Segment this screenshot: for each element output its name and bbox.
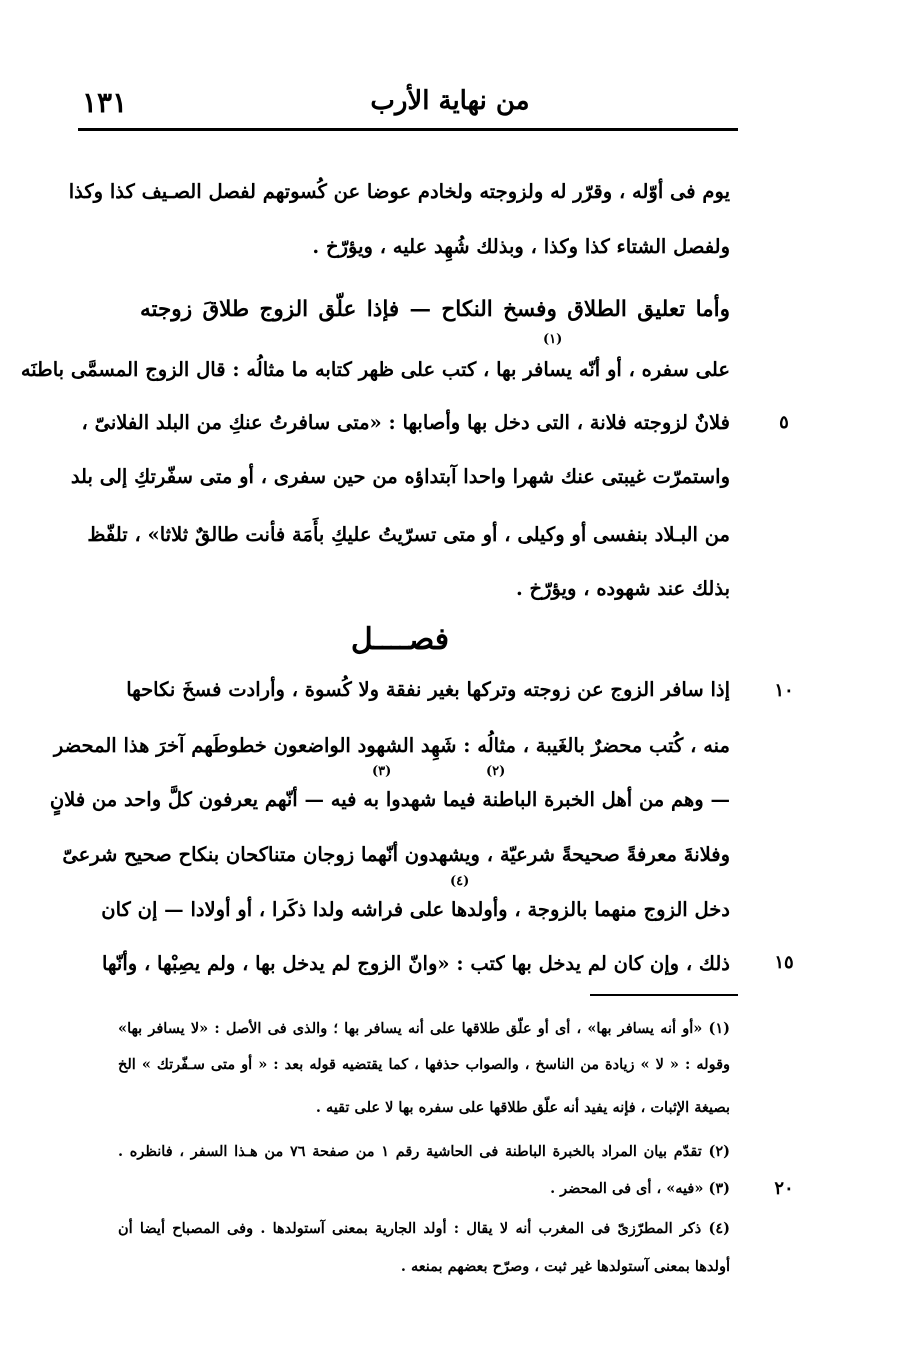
footnote-line-6: (٤) ذكر المطرّزىّ فى المغرب أنه لا يقال : أولد الجارية بمعنى آستولدها . وفى المصباح أيضا أن: [118, 1220, 730, 1237]
body-line-11: — وهم من أهل الخبرة الباطنة فيما شهدوا به فيه — أنّهم يعرفون كلَّ واحد من فلانٍ: [49, 788, 730, 811]
footnote-rule: [590, 994, 738, 996]
running-title: من نهاية الأرب: [370, 86, 530, 116]
header-rule: [78, 128, 738, 131]
body-line-14: ذلك ، وإن كان لم يدخل بها كتب : «وانّ الزوج لم يدخل بها ، ولم يصِبْها ، وأنّها: [101, 952, 730, 975]
footnote-line-2: وقوله : « لا » زيادة من الناسخ ، والصواب حذفها ، كما يقتضيه قوله بعد : « أو متى سـفّرتك » الخ: [118, 1056, 730, 1073]
body-line-4: على سفره ، أو أنّه يسافر بها ، كتب على ظهر كتابه ما مثالُه : قال الزوج المسمَّى باطنَه: [20, 358, 730, 381]
footnote-marker-3: (٣): [372, 764, 392, 779]
footnote-marker-1: (١): [543, 332, 563, 347]
body-line-5: فلانٌ لزوجته فلانة ، التى دخل بها وأصابها : «متى سافرتُ عنكِ من البلد الفلانىّ ،: [81, 411, 730, 434]
footnote-line-4: (٢) تقدّم بيان المراد بالخبرة الباطنة فى الحاشية رقم ١ من صفحة ٧٦ من هـذا السفر ، فانظره .: [118, 1143, 730, 1160]
body-line-10: منه ، كُتب محضرٌ بالغَيبة ، مثالُه : شَهِد الشهود الواضعون خطوطَهم آخرَ هذا المحضر: [53, 734, 730, 757]
body-line-3: وأما تعليق الطلاق وفسخ النكاح — فإذا علّق الزوج طلاقَ زوجته: [140, 297, 730, 322]
footnote-marker-4: (٤): [450, 874, 470, 889]
body-line-6: واستمرّت غيبتى عنك شهرا واحدا آبتداؤه من حين سفرى ، أو متى سفّرتكِ إلى بلد: [70, 465, 730, 488]
body-line-12: وفلانةَ معرفةً صحيحةً شرعيّة ، ويشهدون أنّهما زوجان متناكحان بنكاح صحيح شرعىّ: [62, 843, 730, 866]
body-line-8: بذلك عند شهوده ، ويؤرّخ .: [515, 577, 730, 600]
footnote-line-1: (١) «أو أنه يسافر بها» ، أى أو علّق طلاقها على أنه يسافر بها ؛ والذى فى الأصل : «لا يسافر بها»: [118, 1020, 730, 1037]
line-number-15: ١٥: [774, 952, 794, 973]
page-number: ١٣١: [82, 86, 128, 119]
line-number-5: ٥: [779, 412, 789, 433]
footnote-line-7: أولدها بمعنى آستولدها غير ثبت ، وصرّح بعضهم بمنعه .: [400, 1258, 730, 1275]
body-line-1: يوم فى أوّله ، وقرّر له ولزوجته ولخادم عوضا عن كُسوتهم لفصل الصـيف كذا وكذا: [68, 180, 730, 203]
footnote-line-3: بصيغة الإثبات ، فإنه يفيد أنه علّق طلاقها على سفره بها لا على تقيه .: [315, 1099, 730, 1116]
body-line-13: دخل الزوج منهما بالزوجة ، وأولدها على فراشه ولدا ذكَرا ، أو أولادا — إن كان: [101, 898, 730, 921]
body-line-2: ولفصل الشتاء كذا وكذا ، وبذلك شُهِد عليه ، ويؤرّخ .: [312, 235, 730, 258]
footnote-marker-2: (٢): [486, 764, 506, 779]
body-line-9: إذا سافر الزوج عن زوجته وتركها بغير نفقة ولا كُسوة ، وأرادت فسخَ نكاحها: [126, 678, 730, 701]
line-number-20: ٢٠: [774, 1178, 794, 1199]
line-number-10: ١٠: [774, 680, 794, 701]
section-title: فصــــل: [350, 622, 450, 657]
body-line-7: من البـلاد بنفسى أو وكيلى ، أو متى تسرّيتُ عليكِ بأَمَة فأنت طالقٌ ثلاثا» ، تلفّظ: [87, 523, 730, 546]
footnote-line-5: (٣) «فيه» ، أى فى المحضر .: [550, 1180, 730, 1197]
